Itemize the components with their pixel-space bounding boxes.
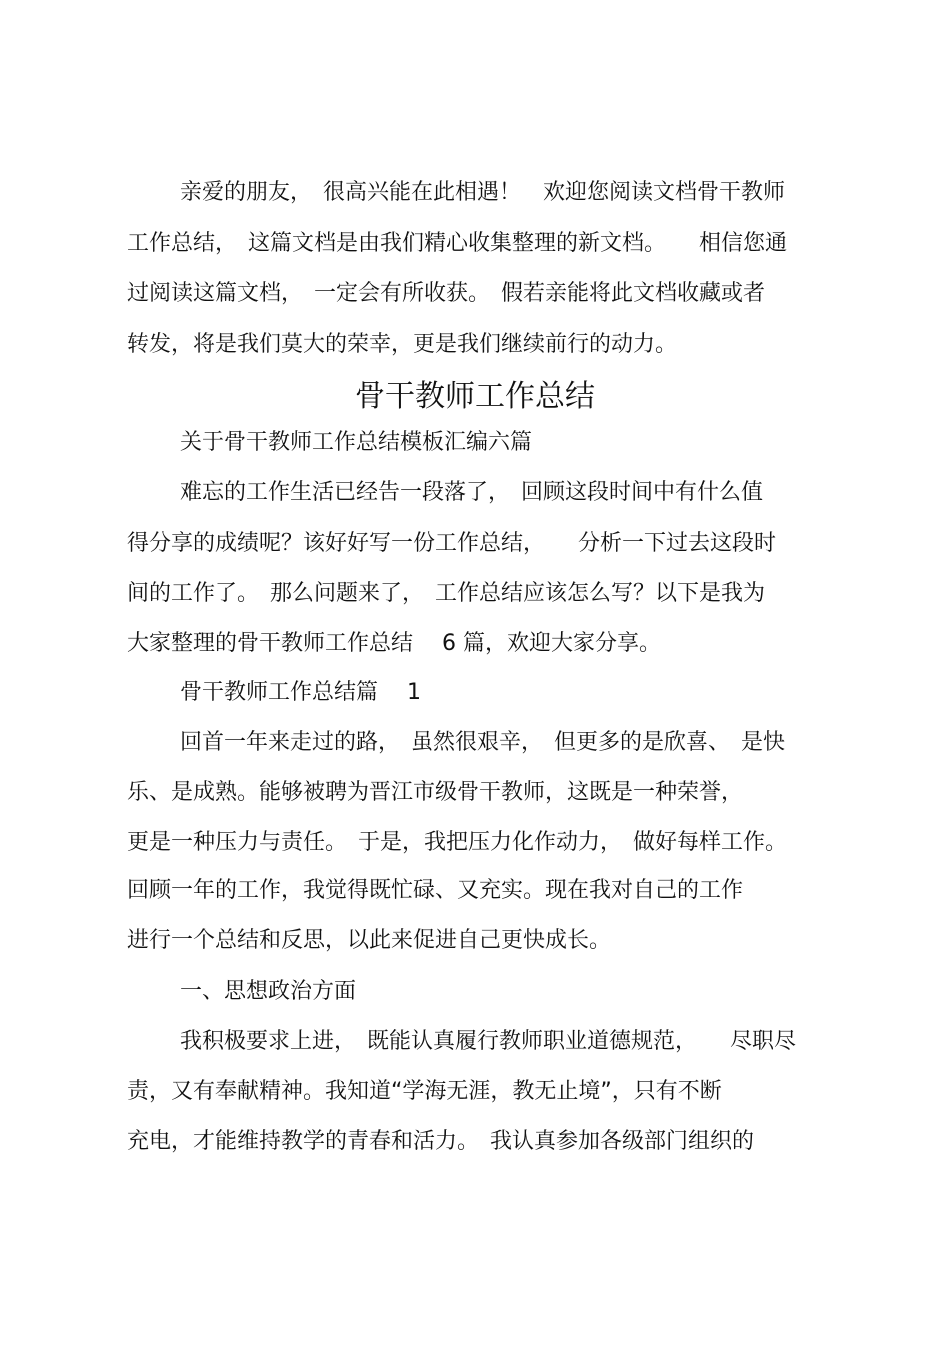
paragraph-line: 难忘的工作生活已经告一段落了， 回顾这段时间中有什么值	[180, 480, 764, 505]
paragraph-line: 回顾一年的工作，我觉得既忙碌、又充实。现在我对自己的工作	[127, 878, 744, 903]
intro-line-2: 工作总结， 这篇文档是由我们精心收集整理的新文档。 相信您通	[127, 231, 788, 256]
paragraph-line: 得分享的成绩呢？该好好写一份工作总结， 分析一下过去这段时	[127, 531, 777, 556]
paragraph-line: 责，又有奉献精神。我知道“学海无涯，教无止境”，只有不断	[127, 1079, 722, 1104]
paragraph-line: 充电，才能维持教学的青春和活力。 我认真参加各级部门组织的	[127, 1129, 755, 1154]
intro-line-3: 过阅读这篇文档， 一定会有所收获。 假若亲能将此文档收藏或者	[127, 281, 766, 306]
paragraph-line: 间的工作了。 那么问题来了， 工作总结应该怎么写？以下是我为	[127, 581, 766, 606]
paragraph-line: 我积极要求上进， 既能认真履行教师职业道德规范， 尽职尽	[180, 1029, 797, 1054]
document-title: 骨干教师工作总结	[355, 379, 595, 414]
paragraph-line: 大家整理的骨干教师工作总结 6 篇，欢迎大家分享。	[127, 631, 661, 656]
intro-line-4: 转发，将是我们莫大的荣幸，更是我们继续前行的动力。	[127, 332, 678, 357]
subtitle-line: 关于骨干教师工作总结模板汇编六篇	[180, 430, 533, 455]
section-heading: 骨干教师工作总结篇 1	[180, 680, 421, 705]
paragraph-line: 更是一种压力与责任。 于是，我把压力化作动力， 做好每样工作。	[127, 830, 788, 855]
paragraph-line: 乐、是成熟。能够被聘为晋江市级骨干教师，这既是一种荣誉，	[127, 780, 744, 805]
section-heading: 一、思想政治方面	[180, 979, 357, 1004]
intro-line-1: 亲爱的朋友， 很高兴能在此相遇！ 欢迎您阅读文档骨干教师	[180, 180, 786, 205]
paragraph-line: 进行一个总结和反思，以此来促进自己更快成长。	[127, 928, 612, 953]
paragraph-line: 回首一年来走过的路， 虽然很艰辛， 但更多的是欣喜、 是快	[180, 730, 786, 755]
